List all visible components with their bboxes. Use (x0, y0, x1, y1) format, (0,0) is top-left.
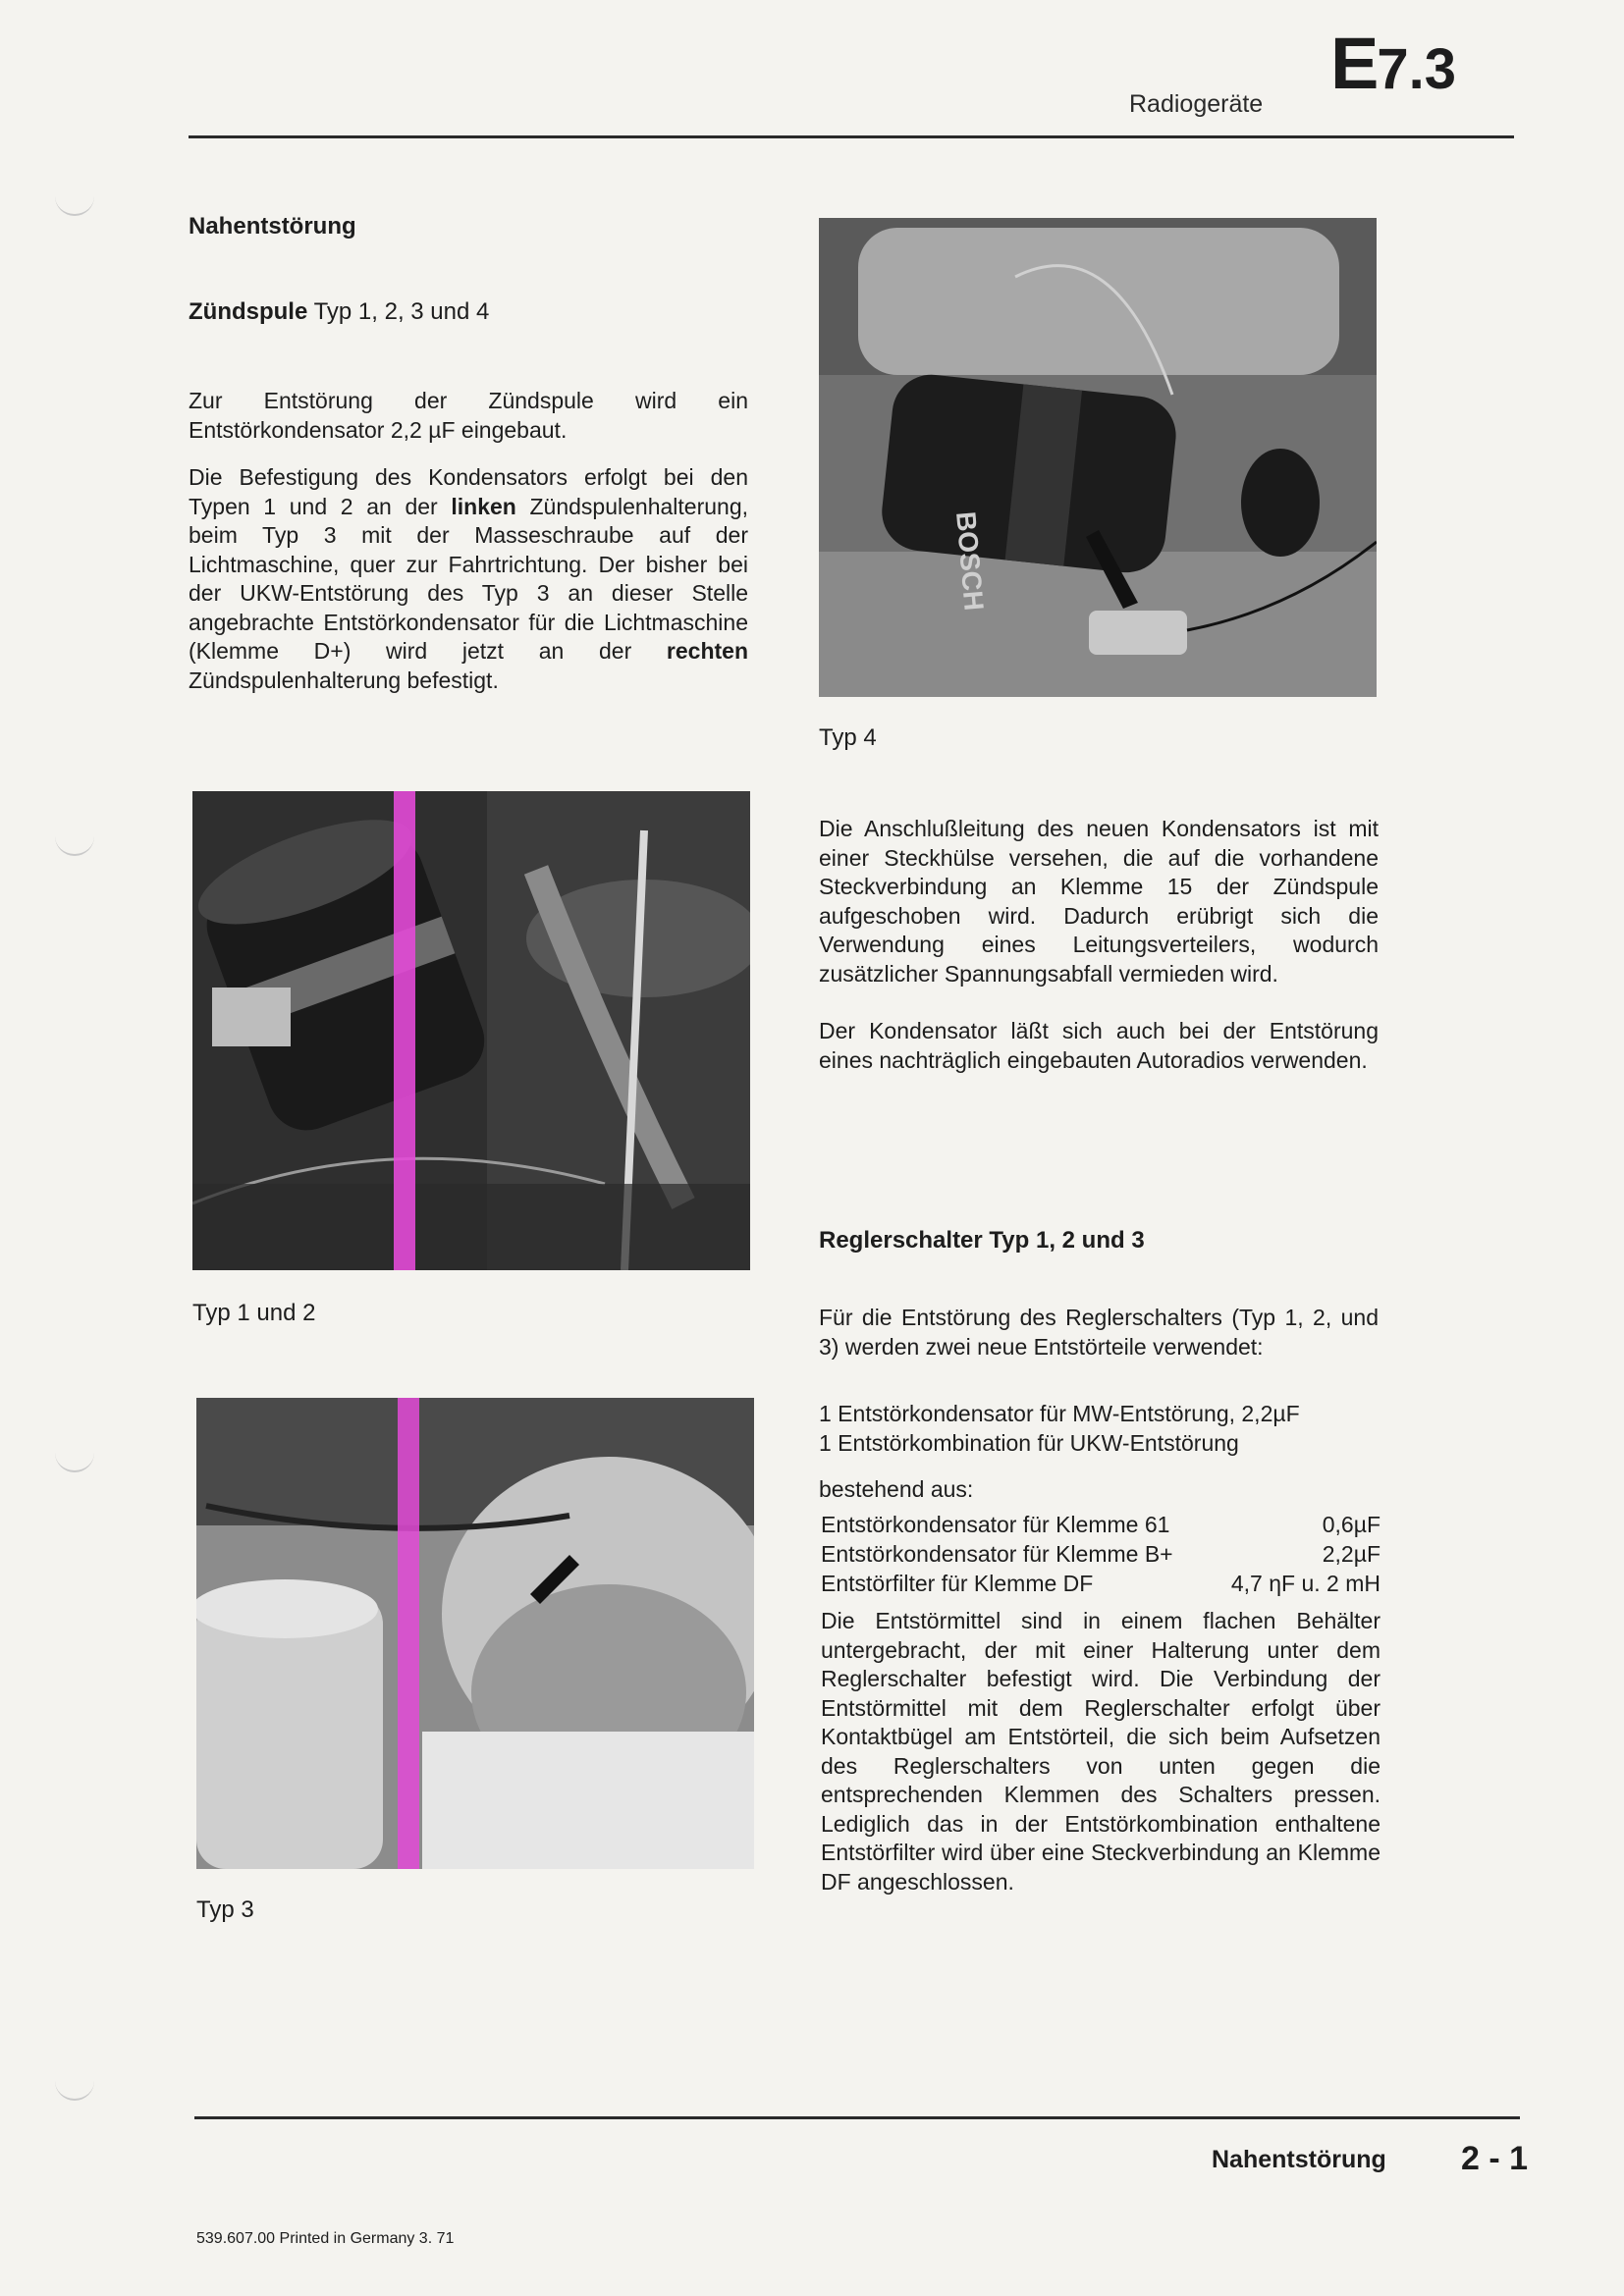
heading-reglerschalter: Reglerschalter Typ 1, 2 und 3 (819, 1227, 1145, 1254)
binder-hole (55, 187, 94, 216)
text-run: Die Befestigung des Kondensators erfolgt bei den Typen 1 und 2 an der (189, 464, 748, 519)
photo-brand-label: BOSCH (950, 509, 990, 613)
page-number: 2 - 1 (1461, 2140, 1529, 2177)
section-code (1330, 22, 1456, 105)
spec-row (821, 1510, 1380, 1539)
footer-rule (194, 2116, 1520, 2119)
paragraph-connection: Die Anschlußleitung des neuen Kondensators ist mit einer Steckhülse versehen, die auf die vorhandene Steckverbindung an Klemme 15 der Zündspule aufgeschoben wird. Dadurch erübrigt sich die Verwendung eines Leitungsverteilers, wodurch zusätzlicher Spannungsabfall vermieden wird. (819, 816, 1379, 987)
spec-value: 4,7 ηF u. 2 mH (1230, 1571, 1380, 1596)
section-code-letter: E (1330, 23, 1378, 104)
consists-label: bestehend aus: (819, 1476, 974, 1502)
footer-title: Nahentstörung (1212, 2146, 1386, 2173)
spec-table (821, 1510, 1380, 1598)
spec-row (821, 1569, 1380, 1598)
binder-hole (55, 1443, 94, 1472)
text-emphasis-right: rechten (666, 638, 748, 664)
caption-typ-1-2: Typ 1 und 2 (192, 1300, 316, 1326)
subheading-bold: Zündspule (189, 298, 308, 325)
binder-hole (55, 2071, 94, 2101)
section-code-number: 7.3 (1377, 37, 1456, 101)
subheading-zuendspule (189, 298, 489, 326)
paragraph-autoradio: Der Kondensator läßt sich auch bei der Entstörung eines nachträglich eingebauten Autoradios verwenden. (819, 1018, 1379, 1073)
text-emphasis-left: linken (451, 493, 516, 519)
section-label: Radiogeräte (1129, 90, 1264, 118)
parts-list (819, 1400, 1380, 1458)
binder-hole (55, 827, 94, 856)
page-heading: Nahentstörung (189, 213, 356, 240)
spec-value: 2,2µF (1322, 1541, 1380, 1567)
photo-typ-4 (819, 218, 1377, 697)
paragraph-regler-details: Die Entstörmittel sind in einem flachen Behälter untergebracht, der mit einer Halterung unter dem Reglerschalter befestigt wird. Die Verbindung der Entstörmittel mit dem Reglerschalter erfolgt über Kontaktbügel am Entstörteil, die sich beim Aufsetzen des Reglerschalters von unten gegen die entsprechenden Klemmen des Schalters pressen. Lediglich das in der Entstörkombination enthaltene Entstörfilter wird über eine Steckverbindung an Klemme DF angeschlossen. (821, 1608, 1380, 1895)
text-run: Zündspulenhalterung befestigt. (189, 667, 499, 693)
photo-typ-3 (196, 1398, 754, 1869)
parts-list-item: 1 Entstörkombination für UKW-Entstörung (819, 1429, 1239, 1456)
caption-typ-3: Typ 3 (196, 1896, 254, 1923)
parts-list-item: 1 Entstörkondensator für MW-Entstörung, 2,2µF (819, 1401, 1300, 1426)
spec-label: Entstörkondensator für Klemme 61 (821, 1512, 1170, 1537)
paragraph-regler-intro: Für die Entstörung des Reglerschalters (Typ 1, 2, und 3) werden zwei neue Entstörteile verwendet: (819, 1305, 1379, 1360)
caption-typ-4: Typ 4 (819, 724, 877, 751)
photo-typ-1-2 (192, 791, 750, 1270)
spec-label: Entstörfilter für Klemme DF (821, 1571, 1094, 1596)
print-line: 539.607.00 Printed in Germany 3. 71 (196, 2230, 455, 2247)
text-run: Zündspulenhalterung, beim Typ 3 mit der Masseschraube auf der Lichtmaschine, quer zur Fahrtrichtung. Der bisher bei der UKW-Entstörung des Typ 3 an dieser Stelle angebrachte Entstörkondensator für die Lichtmaschine (Klemme D+) wird jetzt an der (189, 493, 748, 664)
spec-label: Entstörkondensator für Klemme B+ (821, 1541, 1173, 1567)
spec-value: 0,6µF (1322, 1512, 1380, 1537)
subheading-rest: Typ 1, 2, 3 und 4 (307, 298, 490, 325)
spec-row (821, 1539, 1380, 1569)
paragraph-intro: Zur Entstörung der Zündspule wird ein Entstörkondensator 2,2 µF eingebaut. (189, 388, 748, 443)
header-rule (189, 135, 1514, 138)
paragraph-mounting (189, 463, 748, 695)
